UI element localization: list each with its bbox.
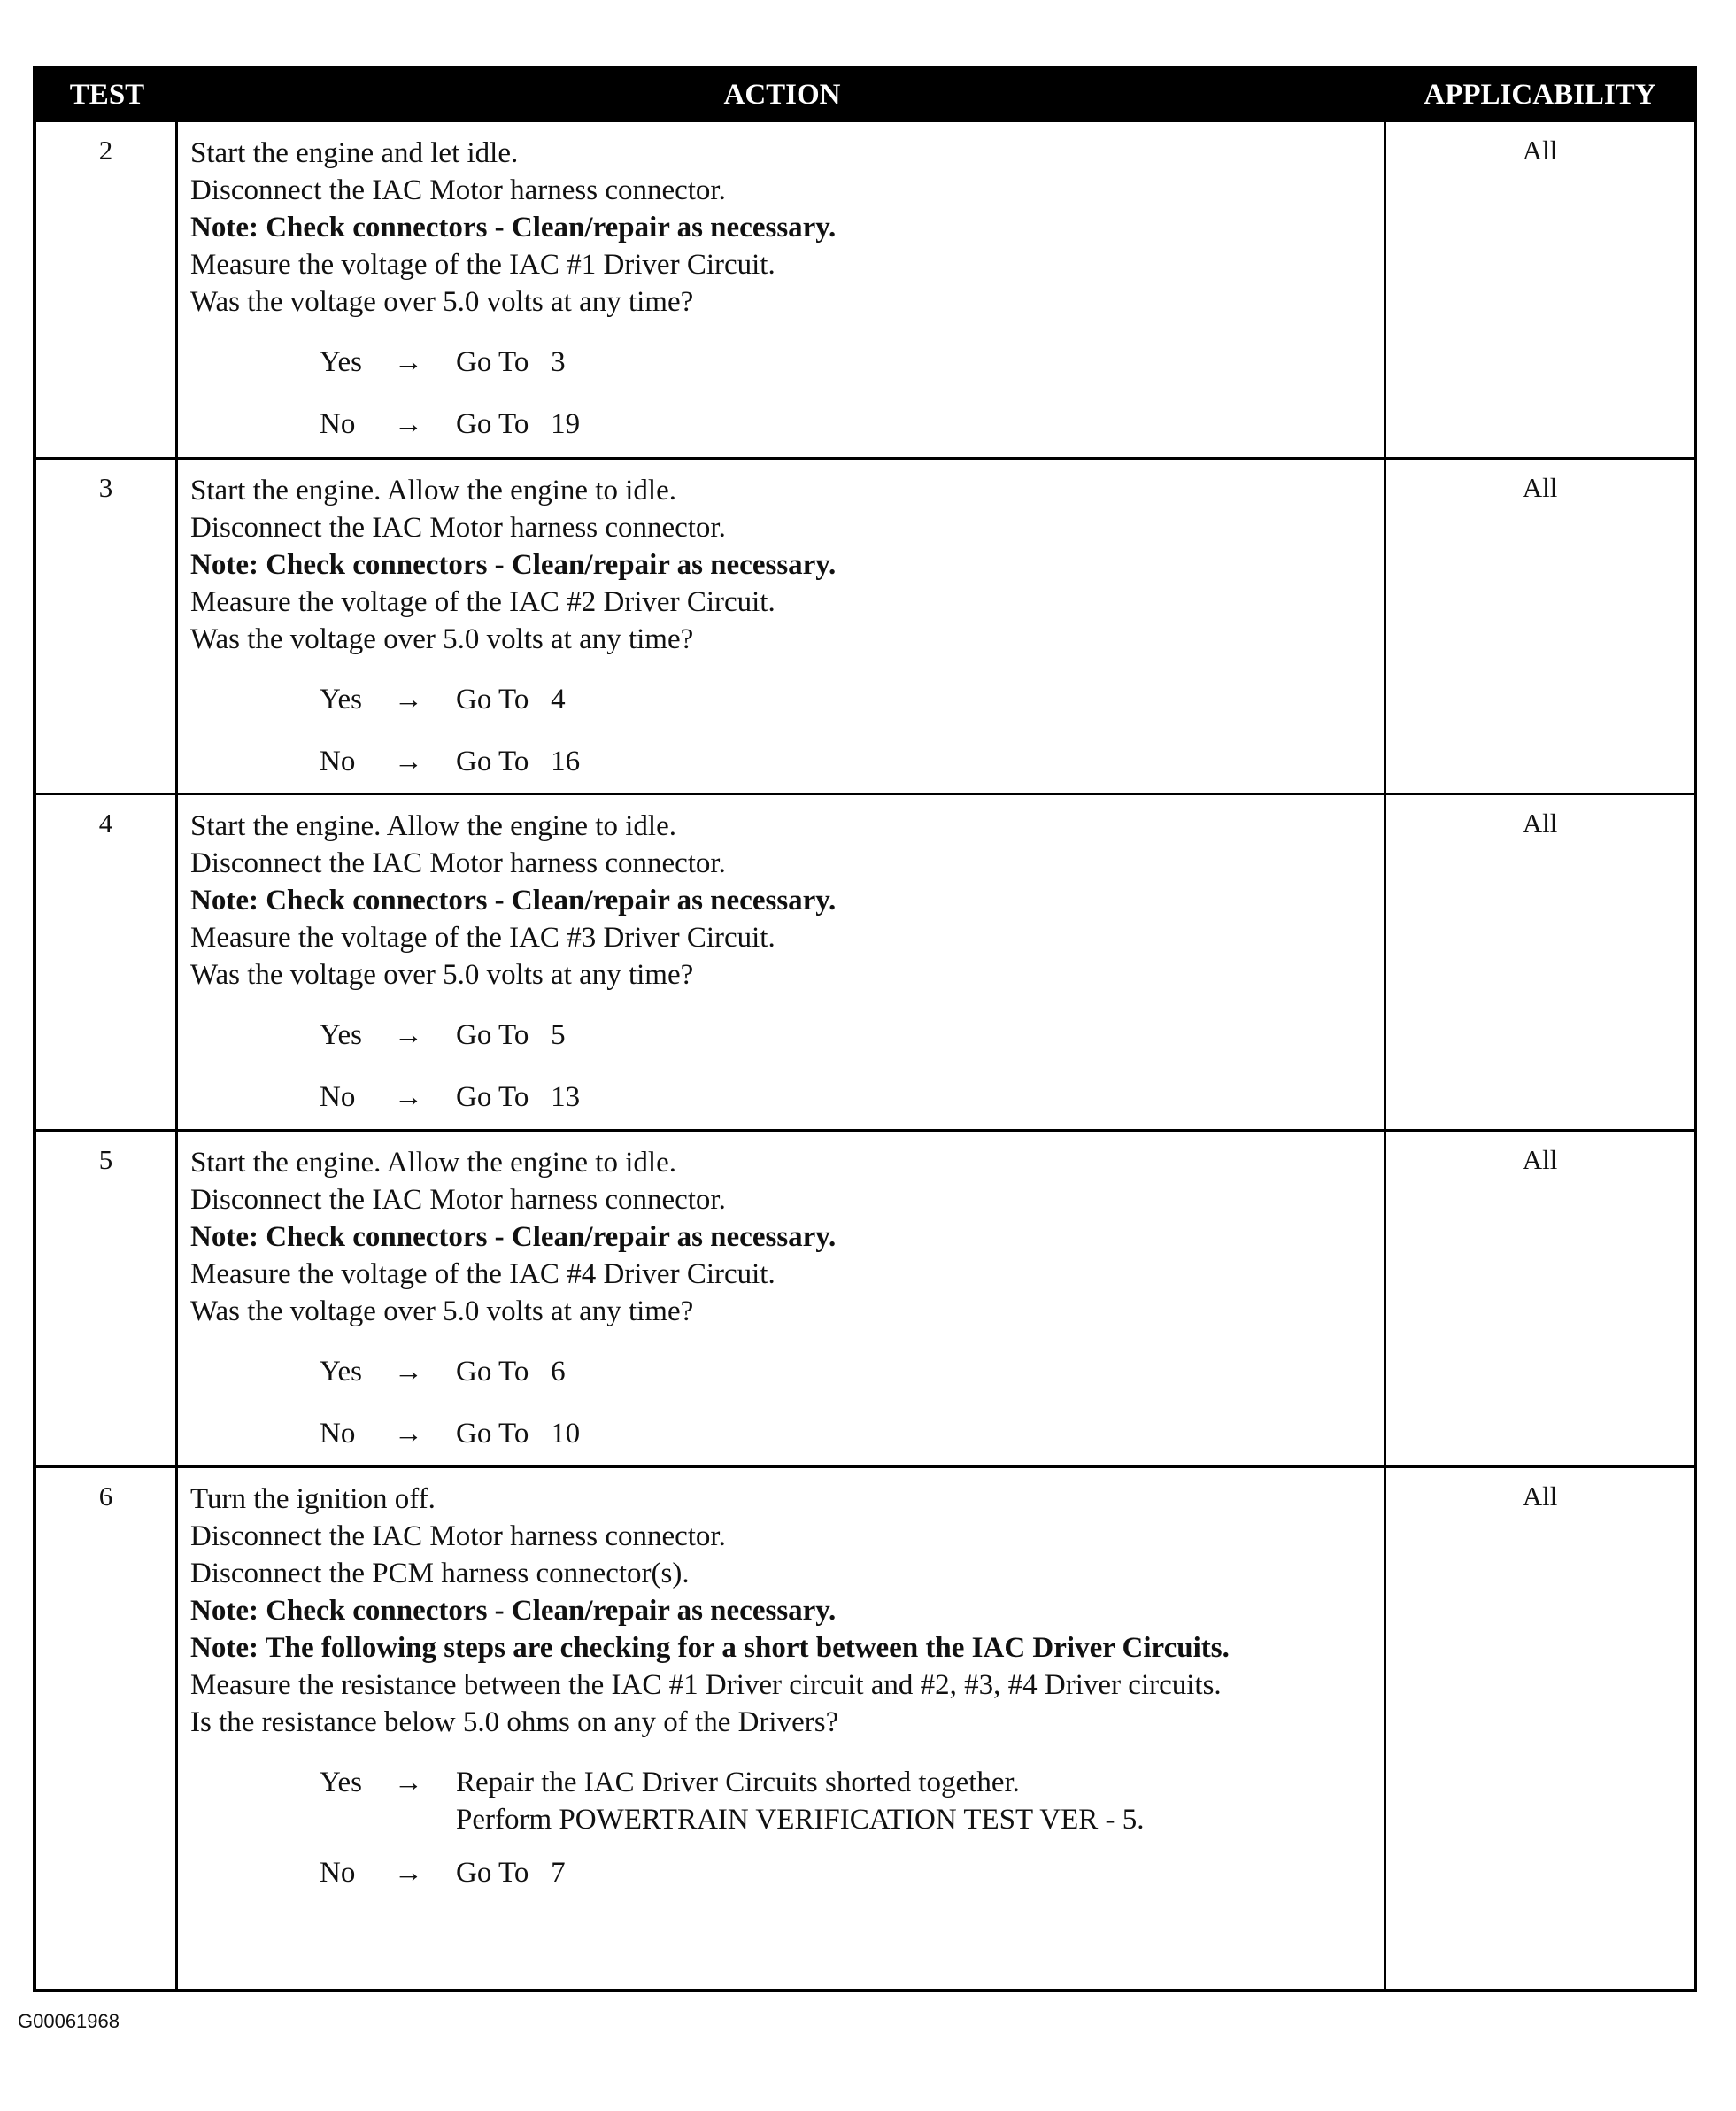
arrow-right-icon: → — [394, 746, 423, 777]
yes-label: Yes — [320, 1356, 363, 1388]
yes-label: Yes — [320, 1767, 363, 1798]
action-line: Measure the voltage of the IAC #1 Driver Circuit. — [190, 249, 775, 281]
no-label: No — [320, 746, 356, 777]
test-number: 2 — [36, 122, 178, 457]
yes-choice — [320, 344, 1371, 406]
action-note: Note: Check connectors - Clean/repair as necessary. — [190, 549, 837, 581]
table-header — [36, 70, 1694, 120]
answer-choices — [190, 1353, 1371, 1477]
answer-choices — [190, 681, 1371, 805]
answer-choices — [190, 344, 1371, 468]
action-cell — [178, 1468, 1386, 1989]
no-label: No — [320, 408, 356, 440]
header-action: ACTION — [723, 78, 841, 111]
table-row — [36, 1129, 1694, 1465]
yes-label: Yes — [320, 1019, 363, 1051]
yes-choice — [320, 1764, 1371, 1838]
no-choice — [320, 1854, 1371, 1916]
diagnostic-test-table — [33, 66, 1697, 1992]
action-line: Measure the voltage of the IAC #3 Driver Circuit. — [190, 922, 775, 954]
table-row — [36, 793, 1694, 1129]
arrow-right-icon: → — [394, 684, 423, 715]
no-label: No — [320, 1418, 356, 1450]
yes-choice — [320, 1353, 1371, 1415]
yes-label: Yes — [320, 346, 363, 378]
applicability-value: All — [1522, 1481, 1558, 1512]
action-question: Is the resistance below 5.0 ohms on any of the Drivers? — [190, 1706, 839, 1738]
applicability-value: All — [1522, 808, 1558, 839]
applicability-value: All — [1522, 1144, 1558, 1175]
answer-choices — [190, 1017, 1371, 1141]
yes-choice — [320, 681, 1371, 743]
test-number: 5 — [36, 1132, 178, 1465]
action-cell — [178, 122, 1386, 457]
yes-result — [456, 1764, 1371, 1838]
applicability-value: All — [1522, 472, 1558, 503]
action-line: Disconnect the PCM harness connector(s). — [190, 1558, 690, 1589]
action-line: Turn the ignition off. — [190, 1483, 436, 1515]
arrow-right-icon: → — [394, 1857, 423, 1889]
arrow-right-icon: → — [394, 1081, 423, 1113]
action-line: Measure the voltage of the IAC #2 Driver Circuit. — [190, 586, 775, 618]
action-note: Note: Check connectors - Clean/repair as necessary. — [190, 1595, 837, 1627]
table-row — [36, 457, 1694, 793]
action-line: Disconnect the IAC Motor harness connector. — [190, 1520, 726, 1552]
action-note: Note: Check connectors - Clean/repair as necessary. — [190, 212, 837, 244]
no-result: Go To 7 — [456, 1857, 566, 1889]
action-line: Disconnect the IAC Motor harness connector. — [190, 512, 726, 544]
no-result: Go To 19 — [456, 408, 581, 440]
action-line: Start the engine and let idle. — [190, 137, 519, 169]
figure-id: G00061968 — [18, 2010, 120, 2032]
yes-label: Yes — [320, 684, 363, 715]
arrow-right-icon: → — [394, 346, 423, 378]
header-applicability: APPLICABILITY — [1424, 78, 1656, 111]
yes-result: Go To 5 — [456, 1019, 566, 1051]
action-cell — [178, 1132, 1386, 1465]
arrow-right-icon: → — [394, 1767, 423, 1798]
action-line: Start the engine. Allow the engine to idle. — [190, 475, 676, 506]
answer-choices — [190, 1764, 1371, 1916]
action-line: Disconnect the IAC Motor harness connector. — [190, 1184, 726, 1216]
yes-result: Go To 4 — [456, 684, 566, 715]
action-note: Note: Check connectors - Clean/repair as necessary. — [190, 885, 837, 916]
action-line: Disconnect the IAC Motor harness connector. — [190, 174, 726, 206]
action-line: Disconnect the IAC Motor harness connector. — [190, 847, 726, 879]
action-question: Was the voltage over 5.0 volts at any time? — [190, 959, 694, 991]
no-result: Go To 13 — [456, 1081, 581, 1113]
no-label: No — [320, 1857, 356, 1889]
header-test: TEST — [69, 78, 145, 111]
arrow-right-icon: → — [394, 1019, 423, 1051]
action-question: Was the voltage over 5.0 volts at any time? — [190, 1295, 694, 1327]
action-line: Start the engine. Allow the engine to idle. — [190, 810, 676, 842]
yes-choice — [320, 1017, 1371, 1079]
no-choice — [320, 406, 1371, 468]
table-row — [36, 1465, 1694, 1989]
action-line: Start the engine. Allow the engine to idle. — [190, 1147, 676, 1179]
arrow-right-icon: → — [394, 1418, 423, 1450]
yes-result: Go To 6 — [456, 1356, 566, 1388]
yes-result-line: Repair the IAC Driver Circuits shorted together. — [456, 1767, 1020, 1798]
no-result: Go To 16 — [456, 746, 581, 777]
action-line: Measure the resistance between the IAC #1 Driver circuit and #2, #3, #4 Driver circuits. — [190, 1669, 1222, 1701]
no-result: Go To 10 — [456, 1418, 581, 1450]
action-note: Note: Check connectors - Clean/repair as necessary. — [190, 1221, 837, 1253]
arrow-right-icon: → — [394, 1356, 423, 1388]
action-cell — [178, 460, 1386, 793]
action-question: Was the voltage over 5.0 volts at any time? — [190, 286, 694, 318]
applicability-value: All — [1522, 135, 1558, 166]
action-question: Was the voltage over 5.0 volts at any time? — [190, 623, 694, 655]
no-label: No — [320, 1081, 356, 1113]
action-cell — [178, 795, 1386, 1129]
table-row — [36, 120, 1694, 457]
action-line: Measure the voltage of the IAC #4 Driver Circuit. — [190, 1258, 775, 1290]
yes-result: Go To 3 — [456, 346, 566, 378]
action-note: Note: The following steps are checking for a short between the IAC Driver Circuits. — [190, 1632, 1230, 1664]
arrow-right-icon: → — [394, 408, 423, 440]
test-number: 3 — [36, 460, 178, 793]
test-number: 4 — [36, 795, 178, 1129]
test-number: 6 — [36, 1468, 178, 1989]
yes-result-line: Perform POWERTRAIN VERIFICATION TEST VER - 5. — [456, 1804, 1145, 1836]
